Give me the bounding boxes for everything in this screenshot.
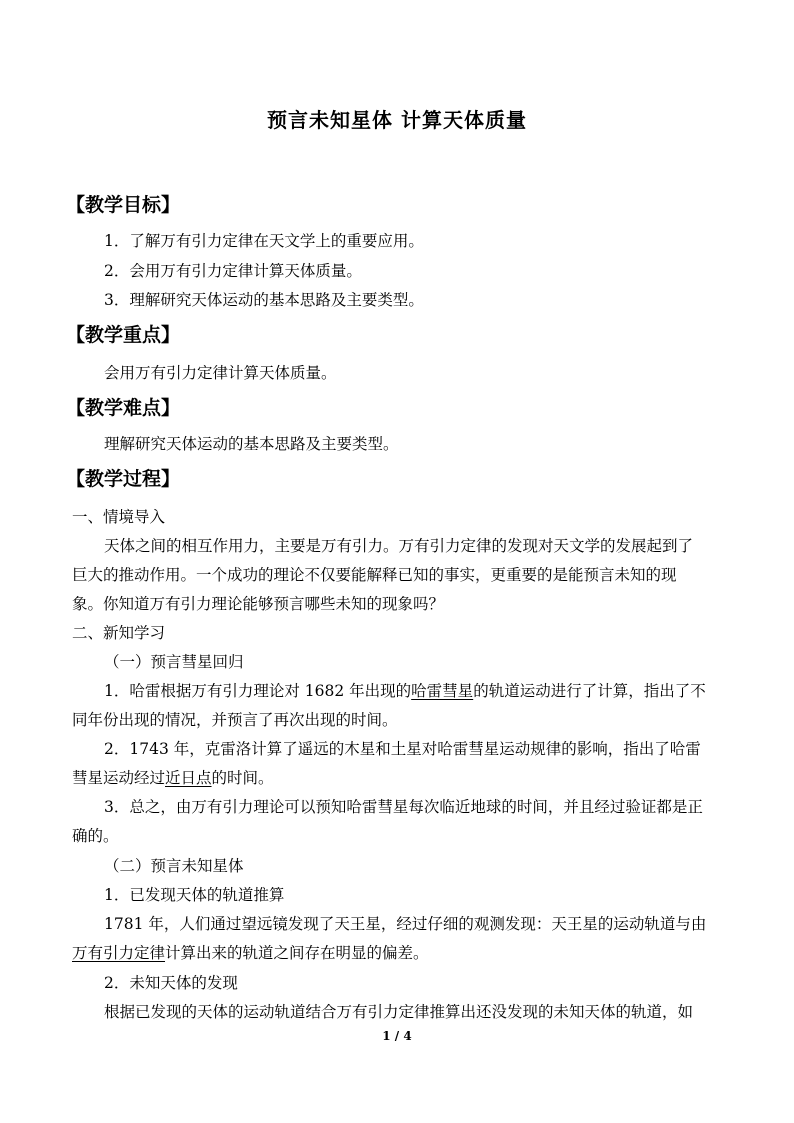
sub2-para1-underlined-term: 万有引力定律	[72, 944, 166, 962]
sub2-para2-line-1: 根据已发现的天体的运动轨道结合万有引力定律推算出还没发现的未知天体的轨道，如	[104, 1003, 694, 1021]
difficulty-text: 理解研究天体运动的基本思路及主要类型。	[104, 435, 399, 453]
part2-title: 二、新知学习	[72, 624, 166, 642]
item1-underlined-term: 哈雷彗星	[411, 682, 474, 700]
part1-line-2: 巨大的推动作用。一个成功的理论不仅要能解释已知的事实，更重要的是能预言未知的现	[72, 566, 677, 584]
sub2-para1-line-1: 1781 年，人们通过望远镜发现了天王星，经过仔细的观测发现：天王星的运动轨道与由	[104, 915, 707, 933]
page-number: 1 / 4	[382, 1029, 412, 1043]
item3-line-2: 确的。	[72, 827, 119, 845]
sub2-title: （二）预言未知星体	[104, 857, 244, 875]
item3-line-1: 3．总之，由万有引力理论可以预知哈雷彗星每次临近地球的时间，并且经过验证都是正	[104, 798, 703, 816]
goal-item-1: 1．了解万有引力定律在天文学上的重要应用。	[104, 232, 424, 250]
part1-title: 一、情境导入	[72, 508, 166, 526]
goals-heading: 【教学目标】	[66, 194, 181, 216]
goal-item-2: 2．会用万有引力定律计算天体质量。	[104, 262, 362, 280]
difficulty-heading: 【教学难点】	[66, 397, 181, 419]
item1-text-after: 的轨道运动进行了计算，指出了不	[473, 682, 706, 700]
item2-line-2	[72, 767, 274, 789]
page-title: 预言未知星体 计算天体质量	[267, 108, 527, 132]
item1-line-2: 同年份出现的情况，并预言了再次出现的时间。	[72, 711, 398, 729]
sub1-title: （一）预言彗星回归	[104, 653, 244, 671]
sub2-item-2: 2．未知天体的发现	[104, 974, 238, 992]
sub2-item-1: 1．已发现天体的轨道推算	[104, 886, 285, 904]
item2-text-before: 彗星运动经过	[72, 769, 166, 787]
key-text: 会用万有引力定律计算天体质量。	[104, 364, 337, 382]
item1-line-1	[104, 680, 706, 702]
item2-underlined-term: 近日点	[165, 769, 212, 787]
part1-line-3: 象。你知道万有引力理论能够预言哪些未知的现象吗？	[72, 595, 445, 613]
sub2-para1-line-2	[72, 942, 429, 964]
part1-line-1: 天体之间的相互作用力，主要是万有引力。万有引力定律的发现对天文学的发展起到了	[104, 537, 694, 555]
item2-text-after: 的时间。	[211, 769, 274, 787]
key-heading: 【教学重点】	[66, 324, 181, 346]
item1-text-before: 1．哈雷根据万有引力理论对 1682 年出现的	[104, 682, 412, 700]
sub2-para1-text-after: 计算出来的轨道之间存在明显的偏差。	[165, 944, 429, 962]
item2-line-1: 2．1743 年，克雷洛计算了遥远的木星和土星对哈雷彗星运动规律的影响，指出了哈雷	[104, 740, 701, 758]
process-heading: 【教学过程】	[66, 468, 181, 490]
goal-item-3: 3．理解研究天体运动的基本思路及主要类型。	[104, 291, 424, 309]
